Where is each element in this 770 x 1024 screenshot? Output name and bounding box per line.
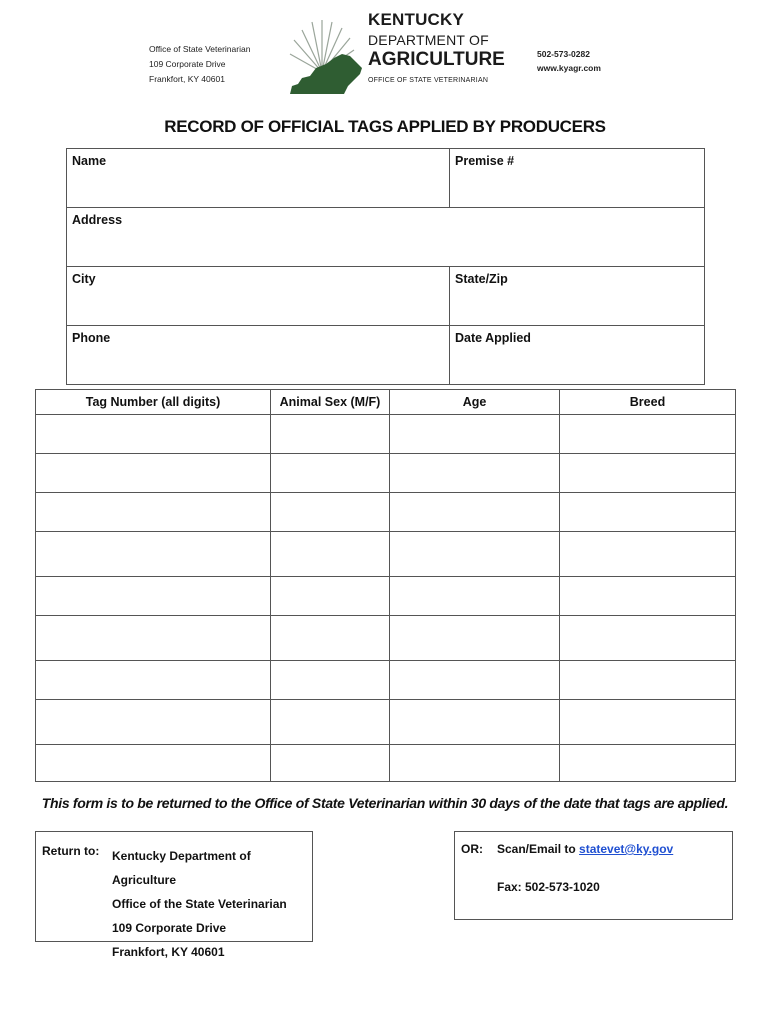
producer-info-table: [66, 148, 705, 385]
date-applied-label: Date Applied: [455, 331, 531, 345]
animal-sex-cell[interactable]: [271, 493, 390, 532]
breed-cell[interactable]: [560, 493, 736, 532]
tag-number-cell[interactable]: [36, 415, 271, 454]
header-address: [149, 42, 250, 87]
tags-table-body: [36, 415, 736, 782]
form-title: RECORD OF OFFICIAL TAGS APPLIED BY PRODUCERS: [164, 117, 606, 136]
column-header-animal-sex: Animal Sex (M/F): [271, 390, 390, 415]
state-zip-field[interactable]: [450, 267, 705, 326]
age-cell[interactable]: [390, 700, 560, 745]
header-address-line: Frankfort, KY 40601: [149, 74, 225, 84]
animal-sex-cell[interactable]: [271, 532, 390, 577]
header-website: www.kyagr.com: [537, 63, 601, 73]
logo-line-agriculture: AGRICULTURE: [368, 49, 505, 70]
return-to-box: [35, 831, 313, 959]
animal-sex-cell[interactable]: [271, 700, 390, 745]
tag-number-cell[interactable]: [36, 616, 271, 661]
tag-number-cell[interactable]: [36, 661, 271, 700]
column-header-breed: Breed: [560, 390, 736, 415]
state-zip-label: State/Zip: [455, 272, 508, 286]
phone-label: Phone: [72, 331, 111, 345]
premise-label: Premise #: [455, 154, 515, 168]
return-address-line: Frankfort, KY 40601: [112, 945, 225, 959]
animal-sex-cell[interactable]: [271, 454, 390, 493]
tag-number-cell[interactable]: [36, 532, 271, 577]
return-address-line: 109 Corporate Drive: [112, 921, 227, 935]
breed-cell[interactable]: [560, 616, 736, 661]
breed-cell[interactable]: [560, 454, 736, 493]
animal-sex-cell[interactable]: [271, 745, 390, 782]
age-cell[interactable]: [390, 745, 560, 782]
return-instructions: This form is to be returned to the Office of State Veterinarian within 30 days of the date that tags are applied.: [41, 795, 729, 811]
premise-field[interactable]: [450, 149, 705, 208]
return-address-line: Office of the State Veterinarian: [112, 897, 287, 911]
age-cell[interactable]: [390, 577, 560, 616]
header-phone: 502-573-0282: [537, 49, 590, 59]
header-address-line: 109 Corporate Drive: [149, 59, 226, 69]
return-address: [112, 844, 312, 964]
scan-email-prefix: Scan/Email to: [497, 842, 576, 856]
animal-sex-cell[interactable]: [271, 661, 390, 700]
tags-table-header: [36, 390, 736, 415]
age-cell[interactable]: [390, 454, 560, 493]
animal-sex-cell[interactable]: [271, 415, 390, 454]
tag-number-cell[interactable]: [36, 700, 271, 745]
table-row: [36, 577, 736, 616]
table-row: [36, 745, 736, 782]
age-cell[interactable]: [390, 661, 560, 700]
address-field[interactable]: [67, 208, 705, 267]
tag-number-cell[interactable]: [36, 454, 271, 493]
return-address-line: Kentucky Department of Agriculture: [112, 849, 251, 887]
tag-number-cell[interactable]: [36, 577, 271, 616]
table-row: [36, 616, 736, 661]
age-cell[interactable]: [390, 532, 560, 577]
logo-line-department: DEPARTMENT OF: [368, 32, 489, 48]
name-field[interactable]: [67, 149, 450, 208]
date-applied-field[interactable]: [450, 326, 705, 385]
tag-number-cell[interactable]: [36, 745, 271, 782]
breed-cell[interactable]: [560, 532, 736, 577]
logo-text: [368, 10, 505, 84]
return-to-label: Return to:: [42, 844, 100, 858]
city-field[interactable]: [67, 267, 450, 326]
table-row: [36, 700, 736, 745]
city-label: City: [72, 272, 96, 286]
table-row: [36, 415, 736, 454]
breed-cell[interactable]: [560, 700, 736, 745]
or-label: OR:: [461, 842, 483, 856]
scan-email-line: [497, 842, 673, 856]
age-cell[interactable]: [390, 493, 560, 532]
header-address-line: Office of State Veterinarian: [149, 44, 251, 54]
logo-line-office: OFFICE OF STATE VETERINARIAN: [368, 77, 489, 84]
table-row: [36, 493, 736, 532]
tags-table: [35, 389, 736, 782]
age-cell[interactable]: [390, 616, 560, 661]
address-label: Address: [72, 213, 123, 227]
phone-field[interactable]: [67, 326, 450, 385]
tag-number-cell[interactable]: [36, 493, 271, 532]
table-row: [36, 454, 736, 493]
table-row: [36, 532, 736, 577]
age-cell[interactable]: [390, 415, 560, 454]
breed-cell[interactable]: [560, 745, 736, 782]
animal-sex-cell[interactable]: [271, 577, 390, 616]
email-link[interactable]: statevet@ky.gov: [579, 842, 674, 856]
animal-sex-cell[interactable]: [271, 616, 390, 661]
breed-cell[interactable]: [560, 661, 736, 700]
header-contact: [537, 47, 601, 75]
breed-cell[interactable]: [560, 415, 736, 454]
alternate-submission-box: [454, 831, 733, 920]
column-header-age: Age: [390, 390, 560, 415]
logo-line-kentucky: KENTUCKY: [368, 10, 465, 29]
fax-number: Fax: 502-573-1020: [497, 880, 600, 894]
table-row: [36, 661, 736, 700]
column-header-tag-number: Tag Number (all digits): [36, 390, 271, 415]
breed-cell[interactable]: [560, 577, 736, 616]
name-label: Name: [72, 154, 107, 168]
